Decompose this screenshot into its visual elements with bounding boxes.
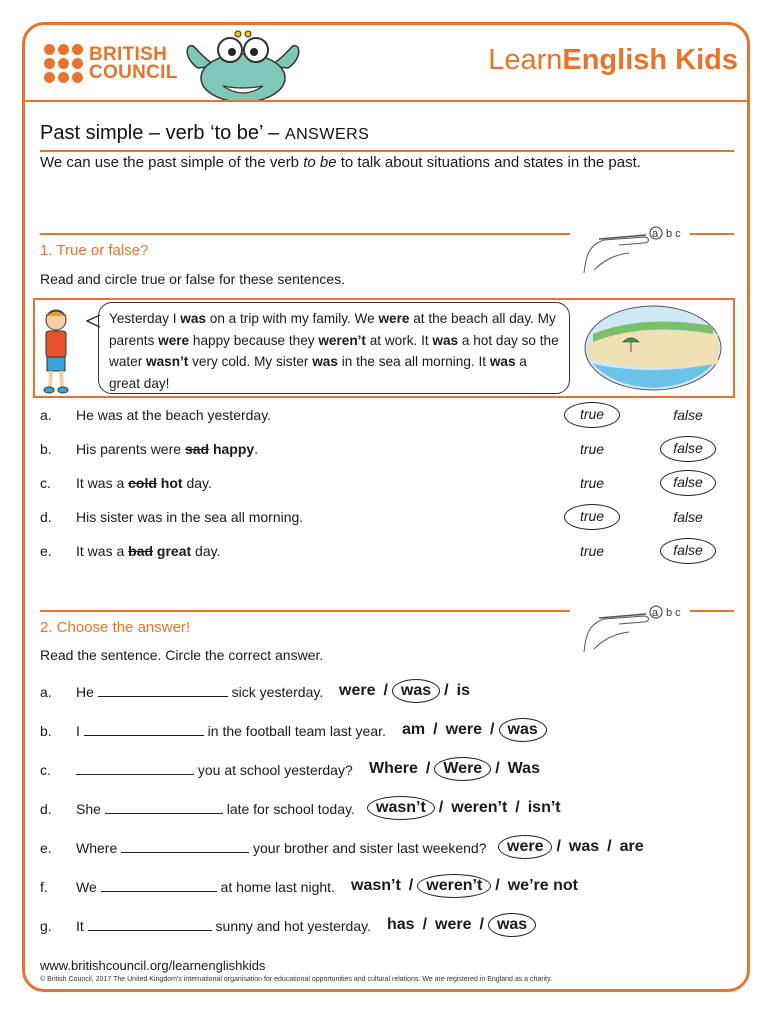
svg-text:b c: b c (666, 228, 681, 240)
story-verb: was (489, 354, 516, 369)
page-title (40, 122, 369, 145)
tf-row (40, 436, 740, 464)
writing-hand-icon (574, 215, 684, 275)
answer-choices (498, 835, 648, 859)
lek-english-kids: English Kids (562, 44, 738, 76)
british-council-dots-icon (44, 44, 83, 83)
choose-row-sentence (76, 879, 335, 895)
monster-mascot-icon (178, 28, 308, 100)
tf-row-label: c. (40, 475, 51, 491)
answer-option[interactable]: were (445, 721, 483, 738)
answer-blank[interactable] (121, 840, 249, 853)
answer-blank[interactable] (101, 879, 217, 892)
answer-blank[interactable] (88, 918, 212, 931)
choose-row (40, 911, 740, 941)
bc-logo-line2: COUNCIL (89, 61, 178, 83)
struck-word: bad (128, 543, 154, 559)
choice-separator: / (408, 877, 414, 894)
answer-option[interactable]: was (392, 679, 440, 703)
story-verb: was (432, 332, 459, 348)
choice-separator: / (444, 682, 449, 699)
story-verb: wasn’t (146, 354, 189, 369)
sentence-part: late for school today. (222, 801, 355, 817)
footer-copyright: © British Council, 2017 The United Kingdom’s international organisation for educational opportunities and cultural relations. We are registered in England as a charity. (40, 976, 553, 983)
title-main: Past simple – verb ‘to be’ – (40, 122, 285, 144)
section1-instruction: Read and circle true or false for these sentences. (40, 271, 346, 287)
story-text: at work. It (365, 332, 433, 348)
story-speech-bubble (98, 302, 570, 394)
answer-choices (398, 718, 547, 742)
svg-text:a: a (652, 228, 659, 240)
tf-row-label: d. (40, 509, 52, 525)
sentence-part: you at school yesterday? (194, 762, 353, 778)
choose-row-label: e. (40, 840, 52, 856)
sentence-part: in the football team last year. (203, 723, 386, 739)
beach-illustration (583, 304, 723, 392)
answer-choices (335, 679, 474, 703)
sentence-part: sick yesterday. (227, 684, 324, 700)
lek-learn: Learn (488, 44, 563, 76)
learnenglish-kids-logo (488, 44, 738, 77)
answer-blank[interactable] (84, 723, 204, 736)
choice-separator: / (515, 799, 520, 816)
sentence-part: I (76, 723, 84, 739)
section1-divider-right (690, 233, 734, 235)
section2-title: 2. Choose the answer! (40, 619, 191, 636)
true-option[interactable]: true (564, 402, 620, 428)
choose-row (40, 677, 740, 707)
tf-row (40, 470, 740, 498)
tf-row-sentence (76, 543, 220, 559)
choose-row-sentence (76, 762, 353, 778)
story-text: a hot day so the water (109, 332, 559, 369)
story-verb: was (312, 354, 338, 369)
sentence-part: It was a (76, 543, 129, 559)
sentence-part: His sister was in the sea all morning. (76, 509, 304, 525)
struck-word: sad (184, 441, 210, 457)
true-option[interactable]: true (579, 441, 605, 457)
sentence-part: It was a (76, 475, 129, 491)
false-option[interactable]: false (660, 538, 716, 564)
answer-option[interactable]: Where (369, 760, 418, 777)
answer-blank[interactable] (98, 684, 228, 697)
choose-row-label: a. (40, 684, 52, 700)
answer-option[interactable]: am (402, 721, 426, 738)
false-option[interactable]: false (673, 509, 703, 525)
answer-choices (367, 796, 565, 820)
intro-before: We can use the past simple of the verb (40, 154, 304, 171)
choose-row (40, 872, 740, 902)
corrected-word: happy (209, 441, 255, 457)
writing-hand-icon (574, 594, 684, 654)
choose-row (40, 755, 740, 785)
choice-separator: / (383, 682, 388, 699)
answer-choices (347, 874, 582, 898)
intro-italic: to be (303, 154, 337, 171)
sentence-part: sunny and hot yesterday. (211, 918, 371, 934)
choice-separator: / (607, 838, 612, 855)
choose-row-sentence (76, 918, 371, 934)
choose-row-label: g. (40, 918, 52, 934)
boy-character-icon (38, 306, 74, 394)
story-text: Yesterday I (109, 311, 181, 326)
tf-row-label: e. (40, 543, 52, 559)
answer-option[interactable]: was (499, 718, 547, 742)
tf-row-label: b. (40, 441, 52, 457)
choose-row-label: d. (40, 801, 52, 817)
true-option[interactable]: true (564, 504, 620, 530)
choice-separator: / (495, 877, 500, 894)
answer-option[interactable]: we’re not (507, 877, 578, 894)
section2-divider (40, 610, 570, 612)
story-verb: was (180, 311, 206, 326)
choose-row-label: b. (40, 723, 52, 739)
choose-row-label: f. (40, 879, 48, 895)
answer-option[interactable]: are (619, 838, 644, 855)
sentence-part: at home last night. (216, 879, 335, 895)
choose-row-sentence (76, 801, 355, 817)
answer-choices (383, 913, 536, 937)
tf-row (40, 402, 740, 430)
sentence-part: She (76, 801, 105, 817)
story-verb: were (158, 332, 190, 348)
answer-option[interactable]: is (456, 682, 470, 699)
answer-option[interactable]: Were (434, 757, 491, 781)
answer-option[interactable]: were (435, 916, 472, 933)
answer-option[interactable]: has (387, 916, 415, 933)
svg-text:b c: b c (666, 607, 681, 619)
answer-option[interactable]: were (339, 682, 376, 699)
story-text: on a trip with my family. We (206, 311, 379, 326)
story-text: happy because they (189, 332, 319, 348)
title-answers: ANSWERS (284, 126, 370, 143)
sentence-part: We (76, 879, 101, 895)
tf-row-sentence (76, 475, 212, 491)
choice-separator: / (490, 721, 495, 738)
true-option[interactable]: true (579, 543, 605, 559)
choice-separator: / (433, 721, 438, 738)
answer-option[interactable]: was (488, 913, 536, 937)
answer-option[interactable]: wasn’t (367, 796, 435, 820)
choose-row-sentence (76, 840, 486, 856)
struck-word: cold (128, 475, 157, 491)
choose-row (40, 794, 740, 824)
story-verb: were (378, 311, 410, 326)
intro-text (40, 152, 710, 174)
section2-instruction: Read the sentence. Circle the correct answer. (40, 647, 324, 663)
tf-row-sentence (76, 407, 271, 423)
sentence-part: It (76, 918, 88, 934)
choose-row-sentence (76, 723, 386, 739)
sentence-part: He was at the beach yesterday. (76, 407, 272, 423)
choose-row (40, 833, 740, 863)
story-text: at the beach all day. My parents (109, 311, 556, 348)
tf-row (40, 504, 740, 532)
bc-logo-line1: BRITISH (89, 43, 168, 65)
footer-url[interactable]: www.britishcouncil.org/learnenglishkids (40, 958, 266, 973)
answer-option[interactable]: Was (507, 760, 540, 777)
choice-separator: / (425, 760, 431, 777)
choice-separator: / (479, 916, 484, 933)
sentence-part: His parents were (76, 441, 185, 457)
choice-separator: / (438, 799, 444, 816)
answer-choices (365, 757, 544, 781)
tf-row-sentence (76, 441, 258, 457)
sentence-part: day. (191, 543, 221, 559)
choose-row-label: c. (40, 762, 51, 778)
corrected-word: hot (156, 475, 183, 491)
false-option[interactable]: false (660, 470, 716, 496)
tf-row (40, 538, 740, 566)
story-text: very cold. My sister (188, 354, 313, 369)
choice-separator: / (556, 838, 561, 855)
false-option[interactable]: false (660, 436, 716, 462)
tf-row-sentence (76, 509, 303, 525)
answer-option[interactable]: was (568, 838, 600, 855)
answer-blank[interactable] (105, 801, 223, 814)
choice-separator: / (495, 760, 500, 777)
section1-title: 1. True or false? (40, 242, 149, 259)
true-option[interactable]: true (579, 475, 605, 491)
section2-divider-right (690, 610, 734, 612)
sentence-part: He (76, 684, 98, 700)
choose-row-sentence (76, 684, 323, 700)
story-verb: weren’t (318, 332, 366, 348)
answer-option[interactable]: weren’t (451, 799, 508, 816)
answer-option[interactable]: wasn’t (351, 877, 401, 894)
intro-after: to talk about situations and states in the past. (336, 154, 641, 171)
sentence-part: . (254, 441, 259, 457)
answer-blank[interactable] (76, 762, 194, 775)
header-divider (25, 100, 747, 102)
answer-option[interactable]: isn’t (527, 799, 561, 816)
sentence-part: Where (76, 840, 122, 856)
corrected-word: great (153, 543, 192, 559)
choice-separator: / (422, 916, 428, 933)
answer-option[interactable]: were (498, 835, 552, 859)
section1-divider (40, 233, 570, 235)
choose-row (40, 716, 740, 746)
british-council-logo (44, 44, 178, 83)
tf-row-label: a. (40, 407, 52, 423)
story-text: in the sea all morning. It (337, 354, 490, 369)
svg-text:a: a (652, 607, 659, 619)
answer-option[interactable]: weren’t (417, 874, 491, 898)
sentence-part: day. (182, 475, 212, 491)
sentence-part: your brother and sister last weekend? (249, 840, 487, 856)
story-text: a great day! (109, 354, 527, 391)
false-option[interactable]: false (673, 407, 703, 423)
